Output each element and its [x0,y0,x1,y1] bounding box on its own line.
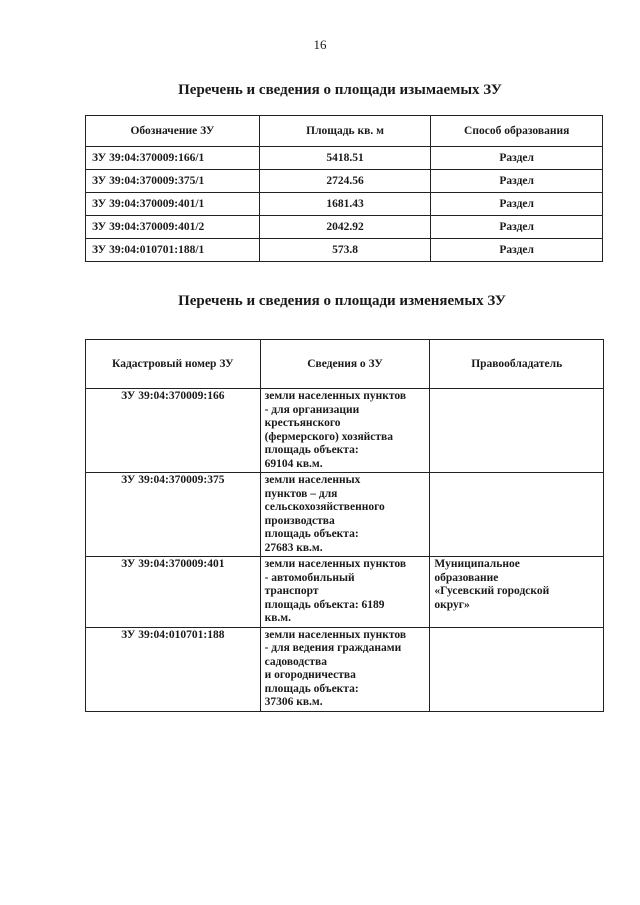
plot-info-line: - автомобильный [264,571,355,584]
plot-info-line: 27683 кв.м. [264,541,323,554]
plot-designation: ЗУ 39:04:370009:166/1 [86,147,260,170]
plot-designation: ЗУ 39:04:370009:401/1 [86,193,260,216]
table-row [86,627,604,711]
table-row [86,216,603,239]
table-row [86,239,603,262]
plot-info-line: кв.м. [264,612,292,624]
cadastral-number: ЗУ 39:04:370009:375 [86,473,261,557]
table-header-row [86,340,604,389]
formation-method: Раздел [431,147,603,170]
page-number: 16 [313,37,327,52]
section-title-modified: Перечень и сведения о площади изменяемых ЗУ [178,293,506,309]
right-holder [430,557,604,628]
plot-info-line: - для организации [264,403,360,416]
plot-area: 1681.43 [259,193,431,216]
plot-info-line: земли населенных [264,474,361,486]
right-holder-line: Муниципальное [434,558,520,570]
plot-area: 5418.51 [259,147,431,170]
column-header: Площадь кв. м [259,116,431,147]
right-holder-line: округ» [434,598,470,611]
column-header: Кадастровый номер ЗУ [86,340,261,389]
plot-info-line: и огородничества [264,669,356,681]
table-row [86,193,603,216]
plot-info-line: площадь объекта: [264,444,359,456]
cadastral-number: ЗУ 39:04:370009:166 [86,389,261,473]
plot-info-line: (фермерского) хозяйства [264,430,394,443]
plot-designation: ЗУ 39:04:370009:375/1 [86,170,260,193]
table-row [86,557,604,628]
formation-method: Раздел [431,239,603,262]
plot-info [260,389,430,473]
plot-info-line: сельскохозяйственного [264,501,385,513]
plot-info [260,473,430,557]
plot-info-line: площадь объекта: [264,528,359,540]
section-title-withdrawn: Перечень и сведения о площади изымаемых ЗУ [178,82,502,98]
plot-info-line: земли населенных пунктов [264,558,407,570]
right-holder [430,473,604,557]
column-header: Сведения о ЗУ [260,340,430,389]
column-header: Правообладатель [430,340,604,389]
plot-info-line: транспорт [264,585,319,597]
plot-info-line: земли населенных пунктов [264,390,407,402]
modified-plots-table [85,339,604,712]
table-row [86,170,603,193]
plot-area: 2724.56 [259,170,431,193]
plot-info-line: площадь объекта: 6189 [264,598,385,611]
right-holder [430,627,604,711]
modified-plots-body [86,389,604,712]
formation-method: Раздел [431,170,603,193]
plot-info-line: земли населенных пунктов [264,628,407,641]
right-holder-line: образование [434,571,499,584]
formation-method: Раздел [431,193,603,216]
plot-info-line: производства [264,514,335,527]
plot-info [260,627,430,711]
plot-info [260,557,430,628]
plot-info-line: пунктов – для [264,487,338,500]
cadastral-number: ЗУ 39:04:010701:188 [86,627,261,711]
table-row [86,389,604,473]
column-header: Обозначение ЗУ [86,116,260,147]
plot-info-line: садоводства [264,655,327,668]
formation-method: Раздел [431,216,603,239]
plot-info-line: площадь объекта: [264,682,359,695]
table-header-row [86,116,603,147]
cadastral-number: ЗУ 39:04:370009:401 [86,557,261,628]
column-header: Способ образования [431,116,603,147]
plot-info-line: 37306 кв.м. [264,696,323,708]
plot-designation: ЗУ 39:04:370009:401/2 [86,216,260,239]
plot-info-line: 69104 кв.м. [264,457,323,470]
table-row [86,473,604,557]
table-row [86,147,603,170]
plot-info-line: крестьянского [264,417,341,429]
right-holder-line: «Гусевский городской [434,585,550,597]
withdrawn-plots-table [85,115,603,262]
plot-designation: ЗУ 39:04:010701:188/1 [86,239,260,262]
plot-area: 2042.92 [259,216,431,239]
right-holder [430,389,604,473]
plot-area: 573.8 [259,239,431,262]
plot-info-line: - для ведения гражданами [264,642,402,654]
